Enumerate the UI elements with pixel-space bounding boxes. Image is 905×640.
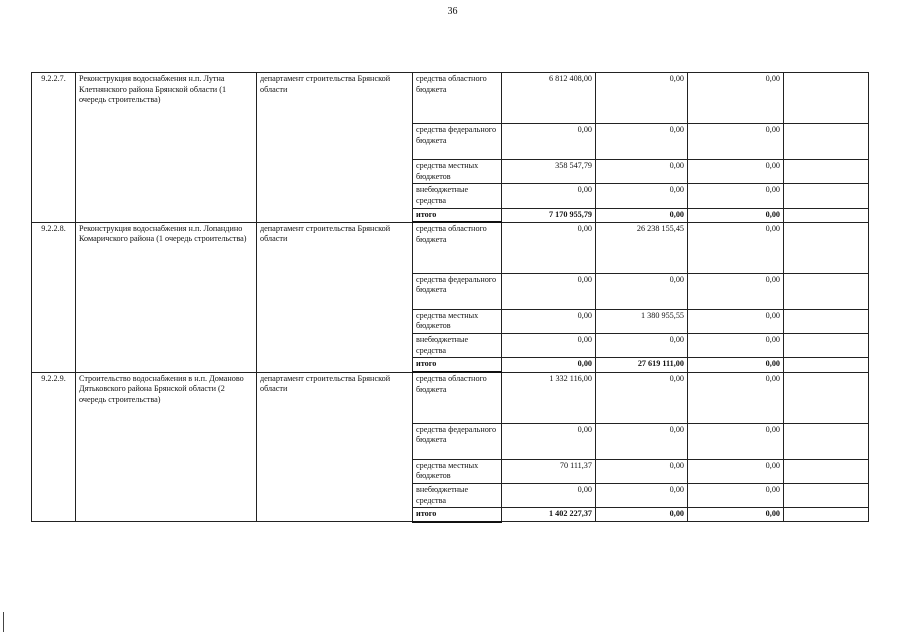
amount-year-3: 0,00: [688, 124, 784, 160]
amount-year-2: 26 238 155,45: [596, 222, 688, 273]
amount-year-2: 0,00: [596, 483, 688, 507]
item-code: 9.2.2.9.: [32, 372, 76, 522]
amount-year-1: 0,00: [502, 124, 596, 160]
empty-cell: [784, 423, 869, 459]
amount-year-1: 0,00: [502, 184, 596, 208]
empty-cell: [784, 372, 869, 423]
executor: департамент строительства Брянской области: [257, 73, 413, 223]
funding-source: средства федерального бюджета: [413, 423, 502, 459]
amount-year-2: 0,00: [596, 73, 688, 124]
amount-year-3: 0,00: [688, 184, 784, 208]
funding-source: средства местных бюджетов: [413, 309, 502, 333]
empty-cell: [784, 208, 869, 222]
amount-year-3: 0,00: [688, 309, 784, 333]
amount-year-1: 358 547,79: [502, 160, 596, 184]
amount-year-3: 0,00: [688, 334, 784, 358]
amount-year-1: 0,00: [502, 273, 596, 309]
amount-year-1: 1 402 227,37: [502, 508, 596, 522]
empty-cell: [784, 459, 869, 483]
amount-year-3: 0,00: [688, 273, 784, 309]
amount-year-3: 0,00: [688, 423, 784, 459]
empty-cell: [784, 124, 869, 160]
funding-source: итого: [413, 508, 502, 522]
amount-year-3: 0,00: [688, 358, 784, 372]
amount-year-1: 0,00: [502, 222, 596, 273]
amount-year-1: 6 812 408,00: [502, 73, 596, 124]
amount-year-1: 0,00: [502, 309, 596, 333]
amount-year-2: 0,00: [596, 184, 688, 208]
amount-year-2: 27 619 111,00: [596, 358, 688, 372]
funding-source: средства федерального бюджета: [413, 124, 502, 160]
empty-cell: [784, 73, 869, 124]
amount-year-3: 0,00: [688, 372, 784, 423]
funding-row: [32, 372, 869, 423]
amount-year-1: 0,00: [502, 358, 596, 372]
amount-year-2: 0,00: [596, 372, 688, 423]
amount-year-3: 0,00: [688, 73, 784, 124]
empty-cell: [784, 184, 869, 208]
amount-year-1: 1 332 116,00: [502, 372, 596, 423]
funding-source: итого: [413, 208, 502, 222]
page-number: 36: [447, 6, 458, 17]
amount-year-1: 0,00: [502, 483, 596, 507]
amount-year-2: 0,00: [596, 160, 688, 184]
funding-source: средства областного бюджета: [413, 372, 502, 423]
object-name: Реконструкция водоснабжения н.п. Лутна Клетнянского района Брянской области (1 очередь строительства): [76, 73, 257, 223]
amount-year-2: 1 380 955,55: [596, 309, 688, 333]
amount-year-3: 0,00: [688, 222, 784, 273]
empty-cell: [784, 160, 869, 184]
amount-year-2: 0,00: [596, 124, 688, 160]
empty-cell: [784, 273, 869, 309]
empty-cell: [784, 222, 869, 273]
funding-source: итого: [413, 358, 502, 372]
amount-year-3: 0,00: [688, 508, 784, 522]
amount-year-2: 0,00: [596, 208, 688, 222]
funding-source: внебюджетные средства: [413, 184, 502, 208]
funding-source: внебюджетные средства: [413, 334, 502, 358]
amount-year-3: 0,00: [688, 208, 784, 222]
amount-year-1: 0,00: [502, 334, 596, 358]
item-code: 9.2.2.7.: [32, 73, 76, 223]
amount-year-2: 0,00: [596, 273, 688, 309]
empty-cell: [784, 334, 869, 358]
funding-source: средства областного бюджета: [413, 222, 502, 273]
executor: департамент строительства Брянской области: [257, 372, 413, 522]
empty-cell: [784, 309, 869, 333]
amount-year-1: 70 111,37: [502, 459, 596, 483]
executor: департамент строительства Брянской области: [257, 222, 413, 372]
amount-year-2: 0,00: [596, 508, 688, 522]
amount-year-3: 0,00: [688, 459, 784, 483]
empty-cell: [784, 508, 869, 522]
funding-row: [32, 222, 869, 273]
empty-cell: [784, 483, 869, 507]
amount-year-1: 0,00: [502, 423, 596, 459]
object-name: Реконструкция водоснабжения н.п. Лопандино Комаричского района (1 очередь строительства): [76, 222, 257, 372]
empty-cell: [784, 358, 869, 372]
budget-table: [31, 72, 869, 523]
funding-row: [32, 73, 869, 124]
item-code: 9.2.2.8.: [32, 222, 76, 372]
funding-source: средства федерального бюджета: [413, 273, 502, 309]
object-name: Строительство водоснабжения в н.п. Доманово Дятьковского района Брянской области (2 очередь строительства): [76, 372, 257, 522]
amount-year-3: 0,00: [688, 160, 784, 184]
amount-year-3: 0,00: [688, 483, 784, 507]
funding-source: средства областного бюджета: [413, 73, 502, 124]
amount-year-2: 0,00: [596, 423, 688, 459]
amount-year-2: 0,00: [596, 334, 688, 358]
funding-source: внебюджетные средства: [413, 483, 502, 507]
amount-year-2: 0,00: [596, 459, 688, 483]
scan-edge-mark: [3, 612, 4, 632]
funding-source: средства местных бюджетов: [413, 459, 502, 483]
funding-source: средства местных бюджетов: [413, 160, 502, 184]
amount-year-1: 7 170 955,79: [502, 208, 596, 222]
